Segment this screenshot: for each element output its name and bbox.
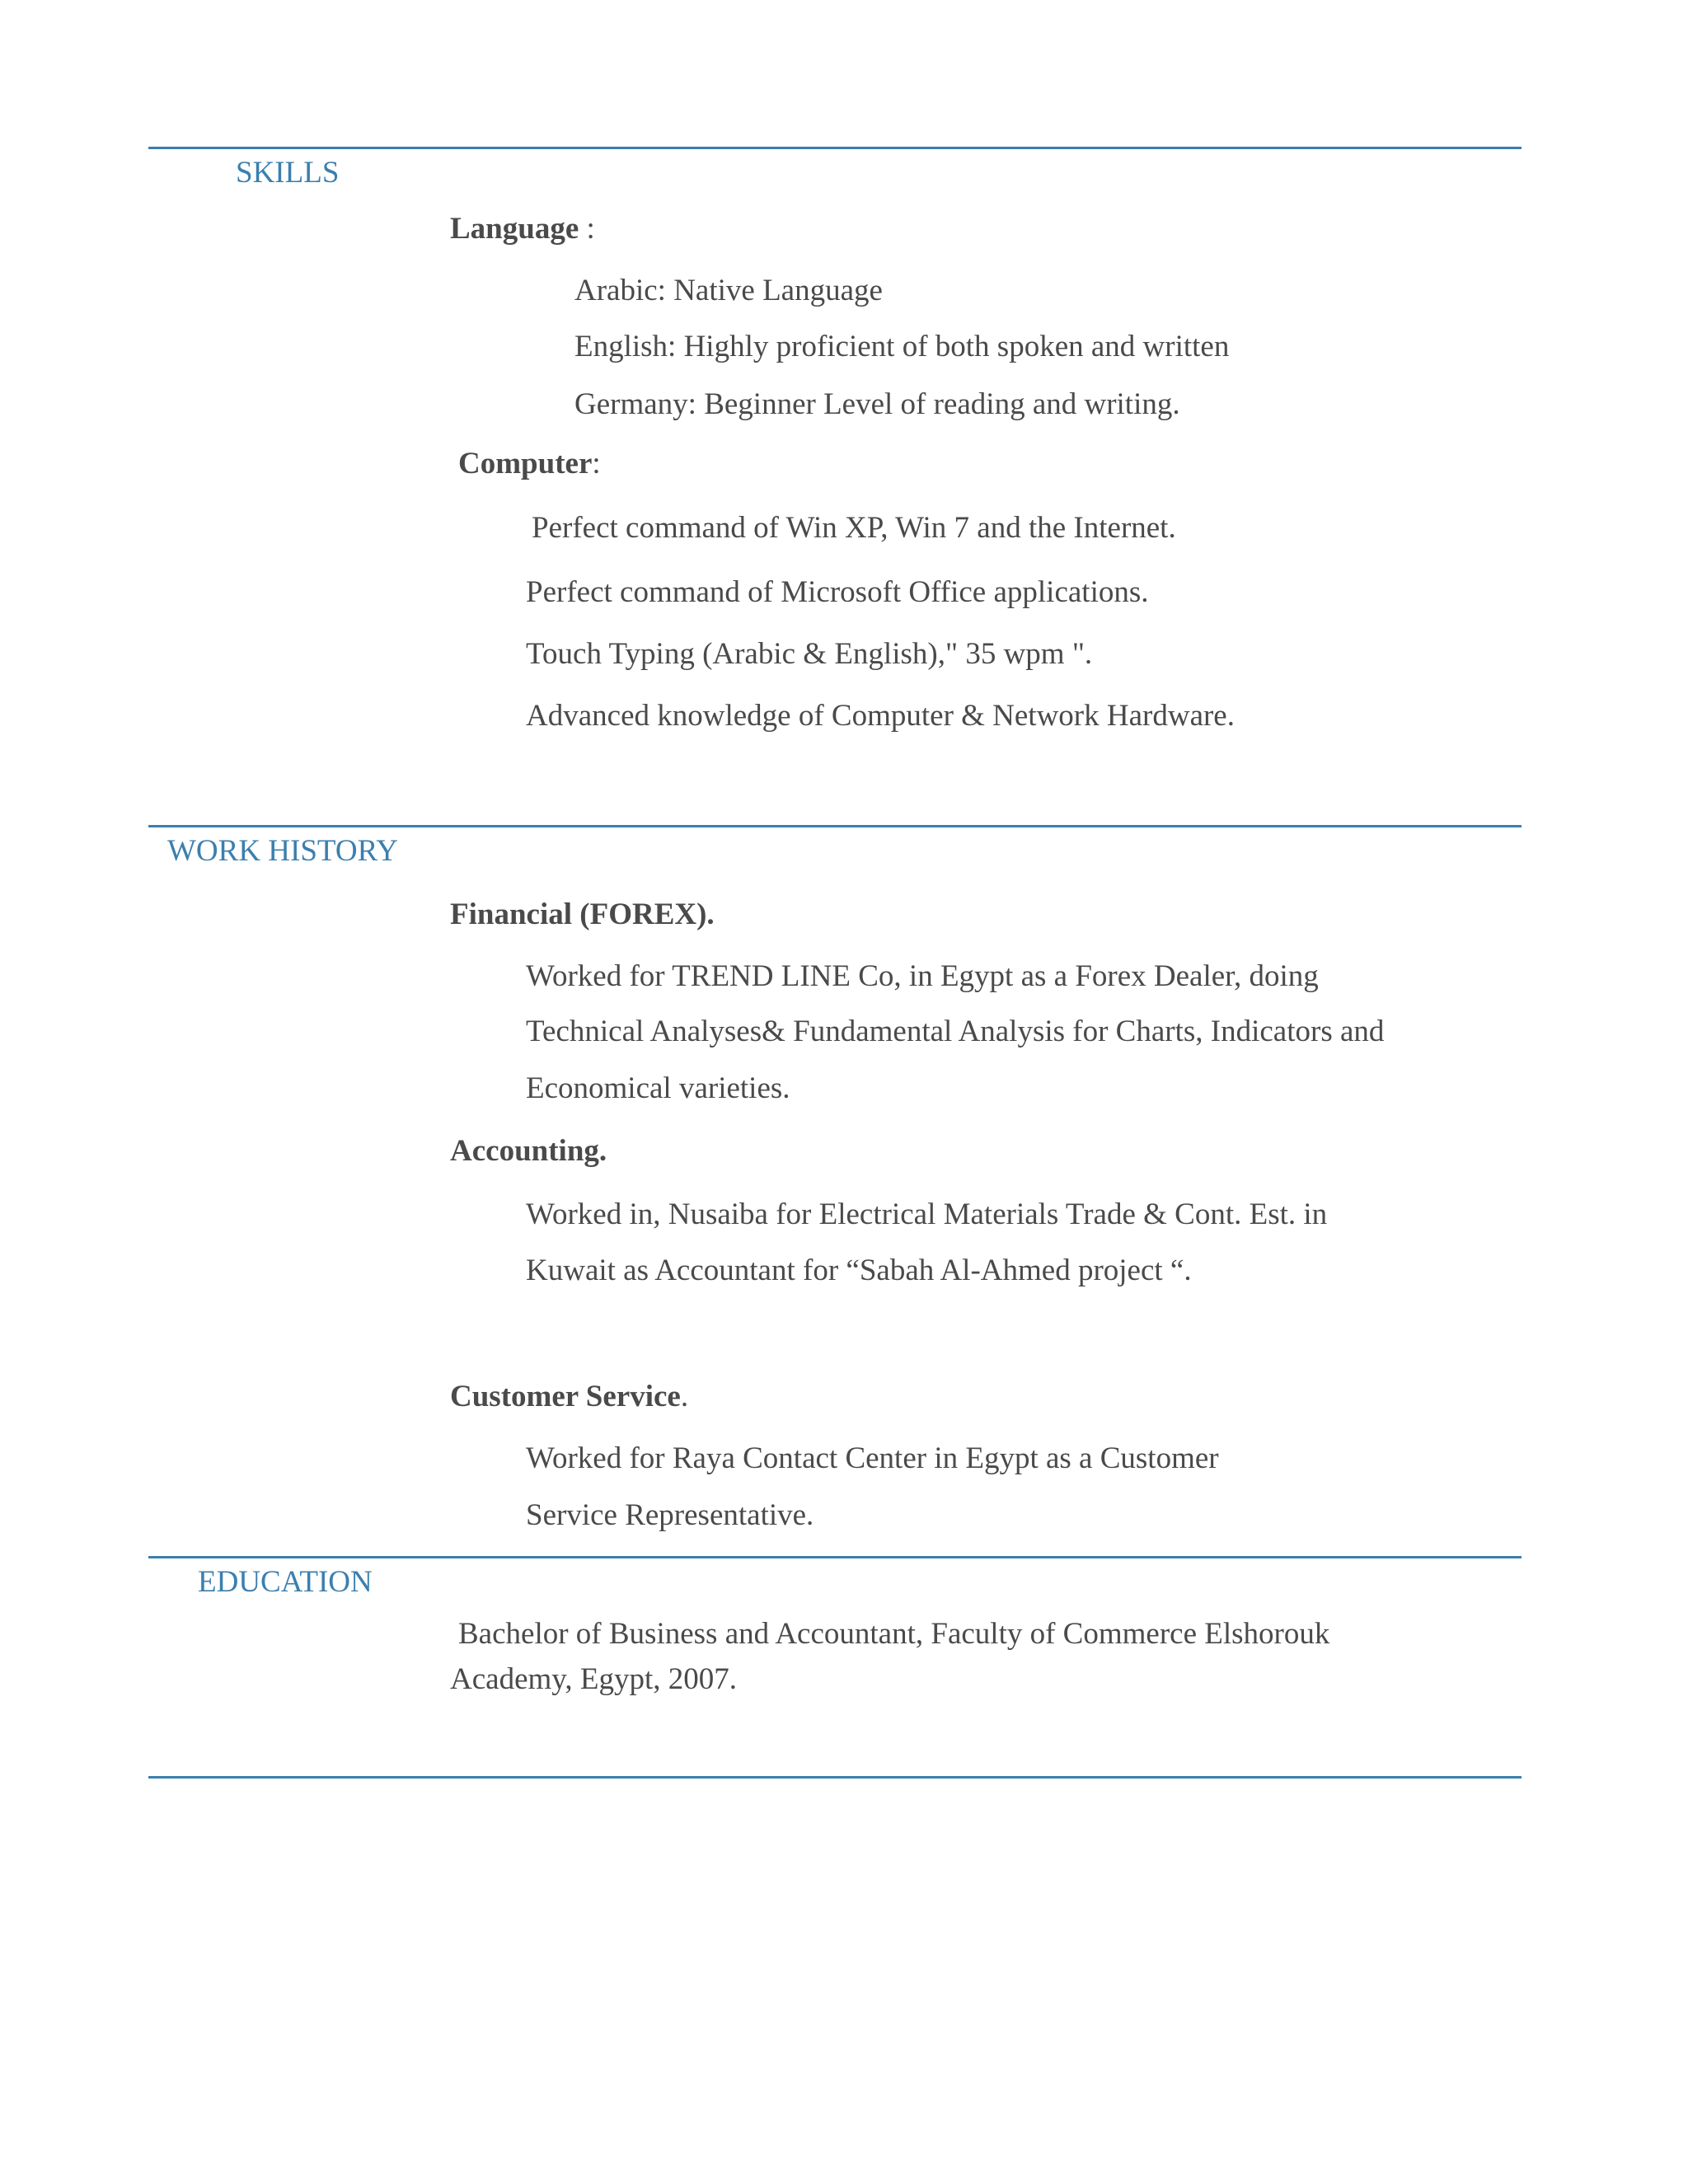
work-history-heading: WORK HISTORY (167, 834, 398, 868)
job-forex-line-2: Technical Analyses& Fundamental Analysis for Charts, Indicators and (526, 1015, 1385, 1048)
job-title-customer-service: Customer Service (450, 1380, 681, 1413)
work-history-divider (148, 825, 1522, 827)
computer-item-windows: Perfect command of Win XP, Win 7 and the Internet. (532, 511, 1176, 545)
language-item-arabic: Arabic: Native Language (574, 274, 883, 307)
computer-label-line (458, 448, 601, 479)
job-accounting-line-1: Worked in, Nusaiba for Electrical Materials Trade & Cont. Est. in (526, 1197, 1328, 1231)
job-forex-line-3: Economical varieties. (526, 1071, 790, 1105)
skills-heading: SKILLS (236, 156, 340, 190)
job-accounting-line-2: Kuwait as Accountant for “Sabah Al-Ahmed project “. (526, 1254, 1192, 1287)
job-title-customer-service-suffix: . (680, 1380, 689, 1413)
computer-item-office: Perfect command of Microsoft Office applications. (526, 575, 1149, 609)
job-title-forex: Financial (FOREX). (450, 898, 715, 931)
language-colon: : (579, 212, 595, 246)
computer-label: Computer (458, 447, 593, 480)
language-item-english: English: Highly proficient of both spoken and written (574, 330, 1230, 363)
education-heading: EDUCATION (198, 1565, 373, 1599)
education-divider (148, 1556, 1522, 1558)
job-title-customer-service-line (450, 1381, 688, 1412)
bottom-divider (148, 1776, 1522, 1779)
language-label: Language (450, 212, 579, 246)
job-customer-service-line-1: Worked for Raya Contact Center in Egypt as a Customer (526, 1441, 1219, 1475)
skills-divider (148, 147, 1522, 149)
computer-item-hardware: Advanced knowledge of Computer & Network Hardware. (526, 699, 1235, 733)
job-customer-service-line-2: Service Representative. (526, 1498, 814, 1532)
job-forex-line-1: Worked for TREND LINE Co, in Egypt as a Forex Dealer, doing (526, 959, 1319, 993)
education-line-2: Academy, Egypt, 2007. (450, 1662, 737, 1696)
computer-item-typing: Touch Typing (Arabic & English)," 35 wpm ". (526, 637, 1093, 671)
language-label-line (450, 213, 595, 244)
language-item-germany: Germany: Beginner Level of reading and writing. (574, 387, 1180, 421)
education-line-1: Bachelor of Business and Accountant, Faculty of Commerce Elshorouk (458, 1617, 1330, 1651)
computer-colon: : (592, 447, 601, 480)
job-title-accounting: Accounting. (450, 1134, 607, 1168)
